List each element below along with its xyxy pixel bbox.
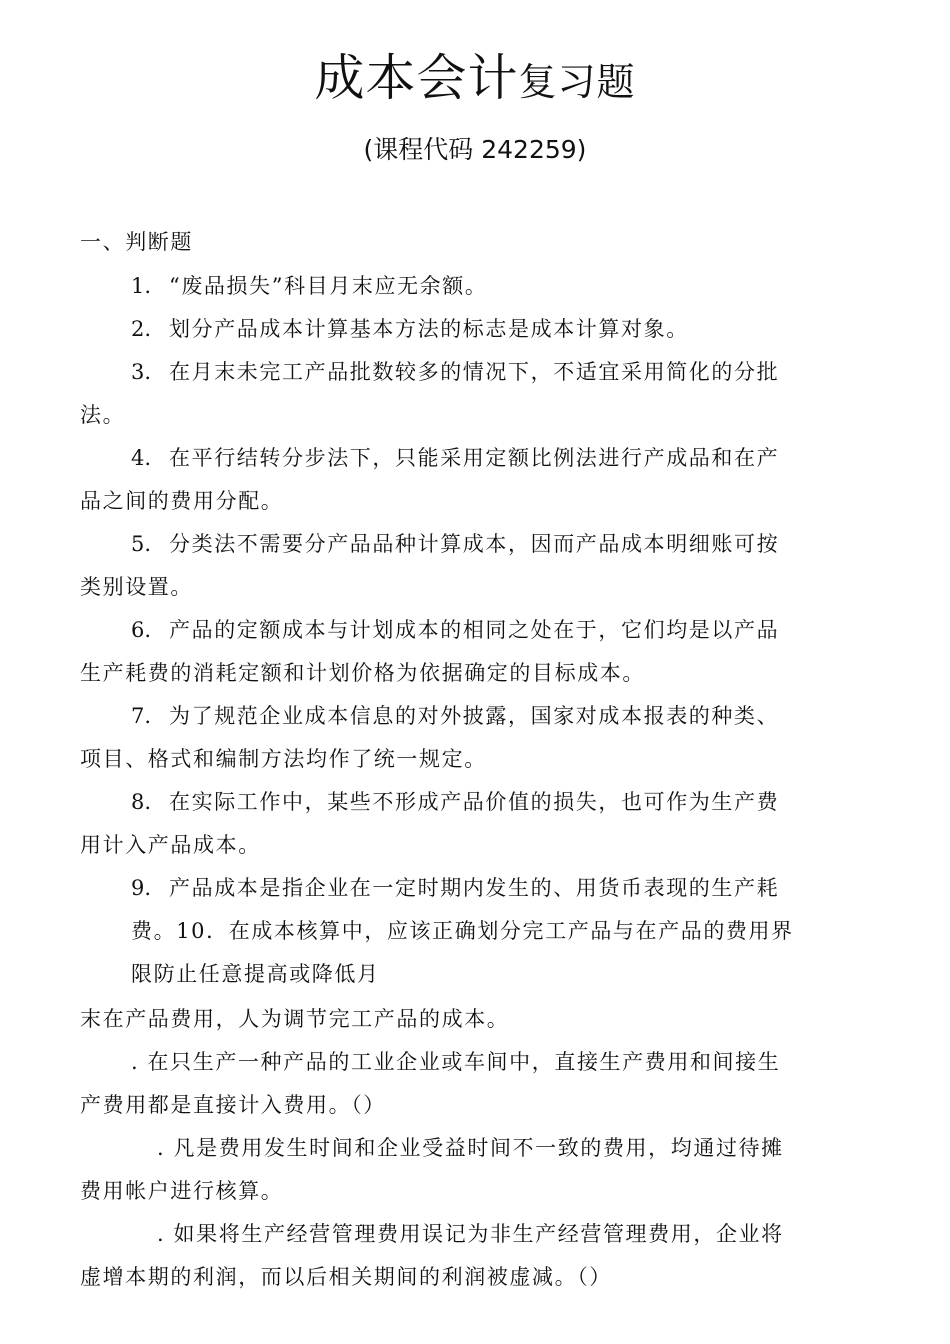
question-5-cont: 类别设置。	[80, 575, 193, 599]
question-text: “废品损失”科目月末应无余额。	[169, 274, 488, 298]
document-title	[0, 38, 950, 110]
question-10-text: 限防止任意提高或降低月	[131, 962, 380, 986]
question-2	[131, 314, 689, 344]
question-7-cont: 项目、格式和编制方法均作了统一规定。	[80, 747, 487, 771]
question-11-cont: 产费用都是直接计入费用。（）	[80, 1093, 386, 1117]
question-11: . 在只生产一种产品的工业企业或车间中，直接生产费用和间接生	[131, 1050, 781, 1074]
question-4-cont: 品之间的费用分配。	[80, 489, 284, 513]
title-main: 成本会计	[314, 49, 519, 107]
course-code: (课程代码 242259)	[363, 135, 587, 164]
question-5	[131, 529, 779, 559]
title-suffix: 复习题	[518, 60, 636, 104]
question-8	[131, 787, 779, 817]
question-number: 9.	[131, 876, 152, 900]
question-3-cont: 法。	[80, 403, 126, 427]
question-13: . 如果将生产经营管理费用误记为非生产经营管理费用，企业将	[157, 1222, 784, 1246]
question-number: 6.	[131, 618, 152, 642]
question-12: . 凡是费用发生时间和企业受益时间不一致的费用，均通过待摊	[157, 1136, 784, 1160]
question-number: 2.	[131, 317, 152, 341]
question-12-cont: 费用帐户进行核算。	[80, 1179, 284, 1203]
question-number: 4.	[131, 446, 152, 470]
question-text: 划分产品成本计算基本方法的标志是成本计算对象。	[169, 317, 689, 341]
section-heading: 一、判断题	[80, 230, 193, 254]
question-13-cont: 虚增本期的利润，而以后相关期间的利润被虚减。（）	[80, 1265, 612, 1289]
question-text: 在月末未完工产品批数较多的情况下，不适宜采用简化的分批	[169, 360, 780, 384]
question-4	[131, 443, 779, 473]
question-7	[131, 701, 779, 731]
question-9	[131, 873, 779, 903]
question-9-cont: 费。10．在成本核算中，应该正确划分完工产品与在产品的费用界	[131, 919, 794, 943]
question-text: 在平行结转分步法下，只能采用定额比例法进行产成品和在产	[169, 446, 780, 470]
question-text: 产品成本是指企业在一定时期内发生的、用货币表现的生产耗	[169, 876, 780, 900]
question-number: 5.	[131, 532, 152, 556]
question-number: 1.	[131, 274, 152, 298]
question-3	[131, 357, 779, 387]
question-6-cont: 生产耗费的消耗定额和计划价格为依据确定的目标成本。	[80, 661, 645, 685]
question-text: 在实际工作中，某些不形成产品价值的损失，也可作为生产费	[169, 790, 780, 814]
question-number: 7.	[131, 704, 152, 728]
question-text: 产品的定额成本与计划成本的相同之处在于，它们均是以产品	[169, 618, 780, 642]
question-text: 为了规范企业成本信息的对外披露，国家对成本报表的种类、	[169, 704, 780, 728]
question-number: 8.	[131, 790, 152, 814]
question-6	[131, 615, 779, 645]
question-1	[131, 271, 487, 301]
question-number: 3.	[131, 360, 152, 384]
question-10-cont: 末在产品费用，人为调节完工产品的成本。	[80, 1007, 510, 1031]
question-8-cont: 用计入产品成本。	[80, 833, 261, 857]
question-text: 分类法不需要分产品品种计算成本，因而产品成本明细账可按	[169, 532, 780, 556]
